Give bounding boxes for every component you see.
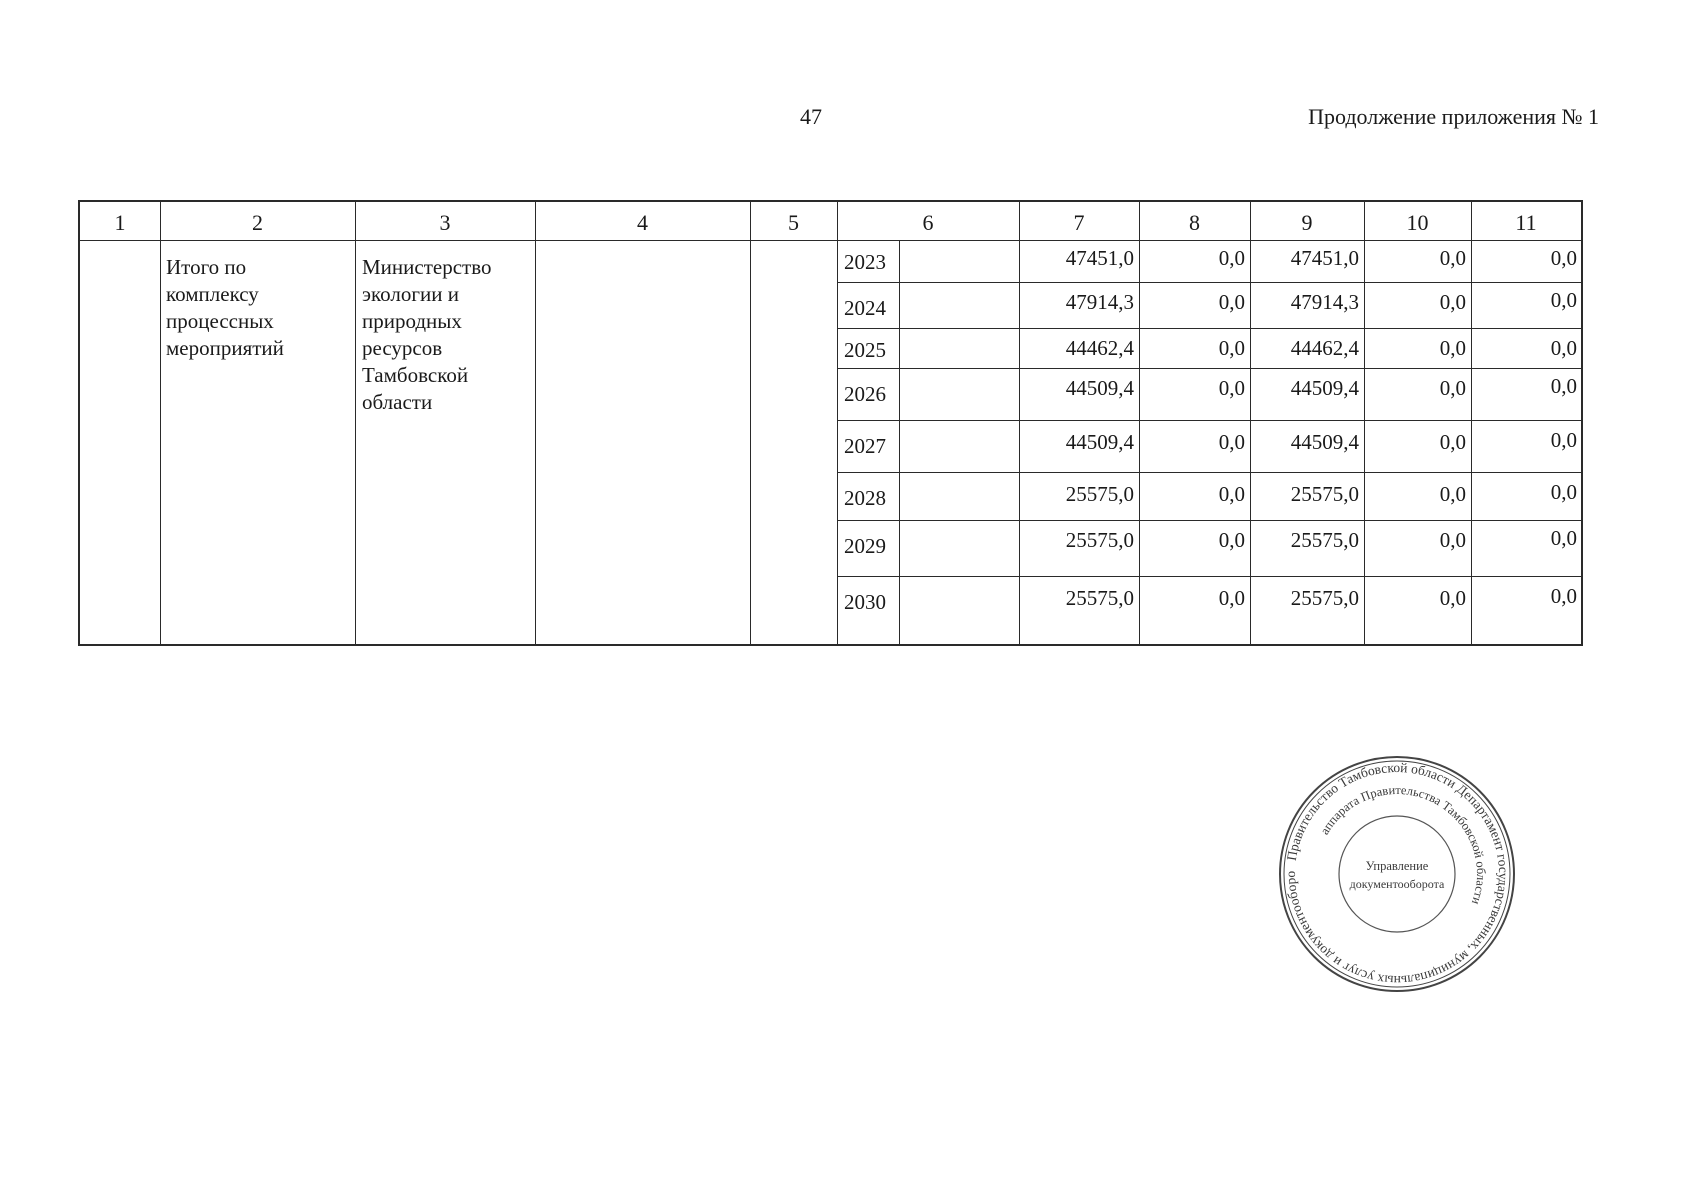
value-cell-8: 0,0 xyxy=(1218,586,1245,610)
col-header-9: 9 xyxy=(1301,210,1313,235)
value-cell-10: 0,0 xyxy=(1439,430,1466,454)
col-header-2: 2 xyxy=(252,210,263,235)
col-header-8: 8 xyxy=(1189,210,1200,235)
year-cell: 2029 xyxy=(844,534,886,558)
col-header-10: 10 xyxy=(1406,210,1429,235)
value-cell-8: 0,0 xyxy=(1218,528,1245,552)
stamp-center-line2: документооборота xyxy=(1349,877,1445,891)
value-cell-9: 25575,0 xyxy=(1290,586,1359,610)
value-cell-10: 0,0 xyxy=(1439,586,1466,610)
stamp-outer-ring: Правительство Тамбовской области Департамент государственных, муниципальных услуг и документооборо xyxy=(1282,759,1512,989)
value-cell-8: 0,0 xyxy=(1218,482,1245,506)
year-cell: 2028 xyxy=(844,486,886,510)
value-cell-11: 0,0 xyxy=(1550,526,1577,550)
col-header-7: 7 xyxy=(1073,210,1085,235)
value-cell-7: 44462,4 xyxy=(1065,336,1134,360)
stamp-inner-ring: аппарата Правительства Тамбовской области xyxy=(1317,782,1489,907)
funding-table xyxy=(78,200,1583,646)
value-cell-10: 0,0 xyxy=(1439,482,1466,506)
value-cell-10: 0,0 xyxy=(1439,246,1466,270)
value-cell-9: 25575,0 xyxy=(1290,528,1359,552)
responsible-cell: Министерство экологии и природных ресурсов Тамбовской области xyxy=(362,255,492,414)
value-cell-7: 47914,3 xyxy=(1065,290,1134,314)
value-cell-7: 25575,0 xyxy=(1065,586,1134,610)
appendix-note: Продолжение приложения № 1 xyxy=(1308,104,1599,129)
official-stamp xyxy=(1277,754,1517,994)
year-cell: 2030 xyxy=(844,590,886,614)
year-cell: 2026 xyxy=(844,382,886,406)
value-cell-11: 0,0 xyxy=(1550,374,1577,398)
value-cell-8: 0,0 xyxy=(1218,336,1245,360)
value-cell-11: 0,0 xyxy=(1550,428,1577,452)
value-cell-7: 47451,0 xyxy=(1065,246,1134,270)
col-header-1: 1 xyxy=(114,210,126,235)
value-cell-11: 0,0 xyxy=(1550,246,1577,270)
value-cell-7: 25575,0 xyxy=(1065,528,1134,552)
row-label-cell: Итого по комплексу процессных мероприятий xyxy=(166,255,284,360)
value-cell-7: 25575,0 xyxy=(1065,482,1134,506)
value-cell-9: 47914,3 xyxy=(1290,290,1359,314)
col-header-11: 11 xyxy=(1515,210,1537,235)
value-cell-7: 44509,4 xyxy=(1065,376,1134,400)
col-header-5: 5 xyxy=(788,210,799,235)
value-cell-9: 47451,0 xyxy=(1290,246,1359,270)
value-cell-11: 0,0 xyxy=(1550,288,1577,312)
value-cell-9: 44509,4 xyxy=(1290,430,1359,454)
value-cell-11: 0,0 xyxy=(1550,336,1577,360)
value-cell-8: 0,0 xyxy=(1218,430,1245,454)
col-header-4: 4 xyxy=(637,210,648,235)
value-cell-8: 0,0 xyxy=(1218,376,1245,400)
value-cell-10: 0,0 xyxy=(1439,528,1466,552)
value-cell-9: 44462,4 xyxy=(1290,336,1359,360)
page-number: 47 xyxy=(800,104,822,129)
stamp-center-line1: Управление xyxy=(1365,859,1429,873)
value-cell-10: 0,0 xyxy=(1439,336,1466,360)
value-cell-7: 44509,4 xyxy=(1065,430,1134,454)
value-cell-10: 0,0 xyxy=(1439,290,1466,314)
value-cell-8: 0,0 xyxy=(1218,246,1245,270)
col-header-6: 6 xyxy=(922,210,934,235)
value-cell-9: 44509,4 xyxy=(1290,376,1359,400)
value-cell-10: 0,0 xyxy=(1439,376,1466,400)
col-header-3: 3 xyxy=(439,210,451,235)
value-cell-8: 0,0 xyxy=(1218,290,1245,314)
value-cell-11: 0,0 xyxy=(1550,584,1577,608)
year-cell: 2023 xyxy=(844,250,886,274)
year-cell: 2025 xyxy=(844,338,886,362)
year-cell: 2024 xyxy=(844,296,886,320)
value-cell-9: 25575,0 xyxy=(1290,482,1359,506)
value-cell-11: 0,0 xyxy=(1550,480,1577,504)
year-cell: 2027 xyxy=(844,434,886,458)
